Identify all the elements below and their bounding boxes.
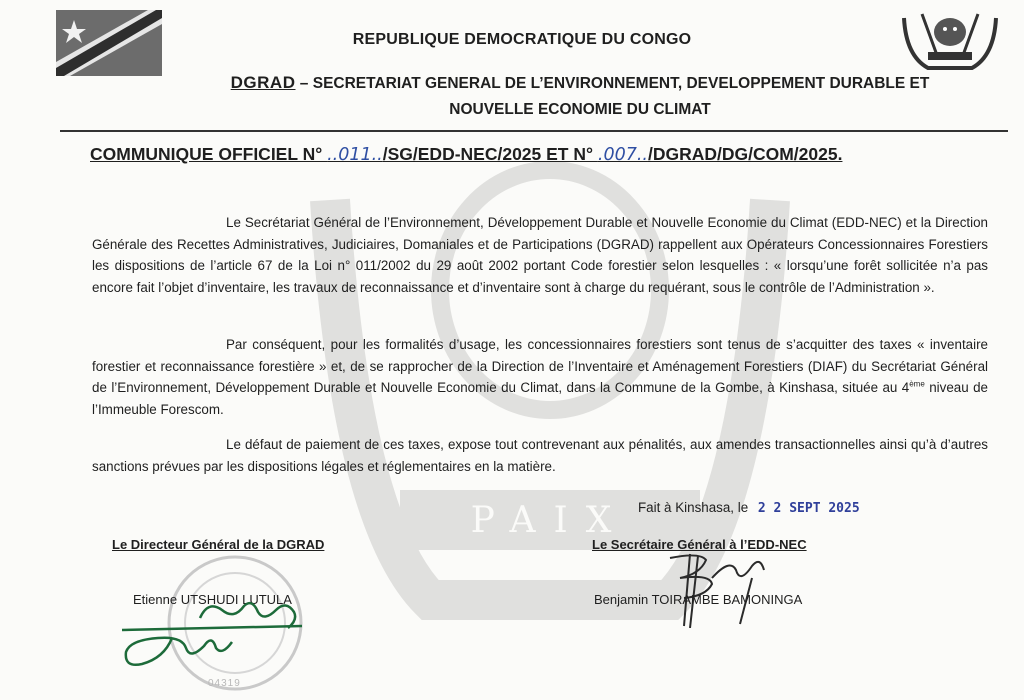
signatory-left-title: Le Directeur Général de la DGRAD xyxy=(112,537,325,552)
title-number-2: .007.. xyxy=(597,145,648,165)
dgrad-logo: DGRAD xyxy=(230,73,296,92)
paragraph-1 xyxy=(92,212,988,298)
country-heading: REPUBLIQUE DEMOCRATIQUE DU CONGO xyxy=(352,31,692,48)
signature-right-icon xyxy=(640,548,790,628)
title-suffix: /DGRAD/DG/COM/2025. xyxy=(647,144,843,164)
title-prefix: COMMUNIQUE OFFICIEL N° xyxy=(90,144,328,164)
paragraph-3 xyxy=(92,434,988,477)
ministry-line-1: – SECRETARIAT GENERAL DE L’ENVIRONNEMENT, DEVELOPPEMENT DURABLE ET xyxy=(295,75,930,92)
title-middle: /SG/EDD-NEC/2025 ET N° xyxy=(382,144,598,164)
paragraph-2 xyxy=(92,334,988,420)
place-text: Fait à Kinshasa, le xyxy=(638,500,749,515)
paragraph-2-text: Par conséquent, pour les formalités d’usage, les concessionnaires forestiers sont tenus de s’acquitter des taxes « inventaire forestier et reconnaissance forestière » et, de se rapprocher de la Direction de l’Inventaire et Aménagement Forestiers (DIAF) du Secrétariat Général de l’Environnement, Développement Durable et Nouvelle Economie du Climat, dans la Commune de la Gombe, à Kinshasa, située au 4 xyxy=(92,337,988,396)
watermark-motto: PAIX xyxy=(470,500,630,541)
signatory-right-name: Benjamin TOIRAMBE BAMONINGA xyxy=(594,592,803,607)
header-divider xyxy=(60,130,1008,132)
ministry-line-2: NOUVELLE ECONOMIE DU CLIMAT xyxy=(449,101,711,118)
communique-title xyxy=(90,144,970,165)
place-date-line xyxy=(638,500,860,516)
title-number-1: ..011.. xyxy=(327,145,383,165)
paragraph-1-text: Le Secrétariat Général de l’Environnement, Développement Durable et Nouvelle Economie du Climat (EDD-NEC) et la Direction Générale des Recettes Administratives, Judiciaires, Domaniales et de Participations (DGRAD) rappellent aux Opérateurs Concessionnaires Forestiers les dispositions de l’article 67 de la Loi n° 011/2002 du 29 août 2002 portant Code forestier selon lesquelles : « lorsqu’une forêt sollicitée n’a pas encore fait l’objet d’inventaire, les travaux de reconnaissance et d’inventaire sont à charge du requérant, sous le contrôle de l’Administration ». xyxy=(92,215,988,295)
seal-number: 04319 xyxy=(208,678,241,689)
paragraph-3-text: Le défaut de paiement de ces taxes, expose tout contrevenant aux pénalités, aux amendes transactionnelles ainsi qu’à d’autres sanctions prévues par les dispositions légales et réglementaires en la matière. xyxy=(92,437,988,474)
superscript-eme: ème xyxy=(909,379,925,389)
date-stamp: 2 2 SEPT 2025 xyxy=(757,501,860,516)
signatory-left-name: Etienne UTSHUDI LUTULA xyxy=(133,592,292,607)
signature-left-icon xyxy=(112,598,312,672)
ministry-heading xyxy=(160,70,1000,123)
signatory-right-title: Le Secrétaire Général à l’EDD-NEC xyxy=(592,537,807,552)
paragraph-2-end: niveau de l’Immeuble Forescom. xyxy=(92,380,988,417)
